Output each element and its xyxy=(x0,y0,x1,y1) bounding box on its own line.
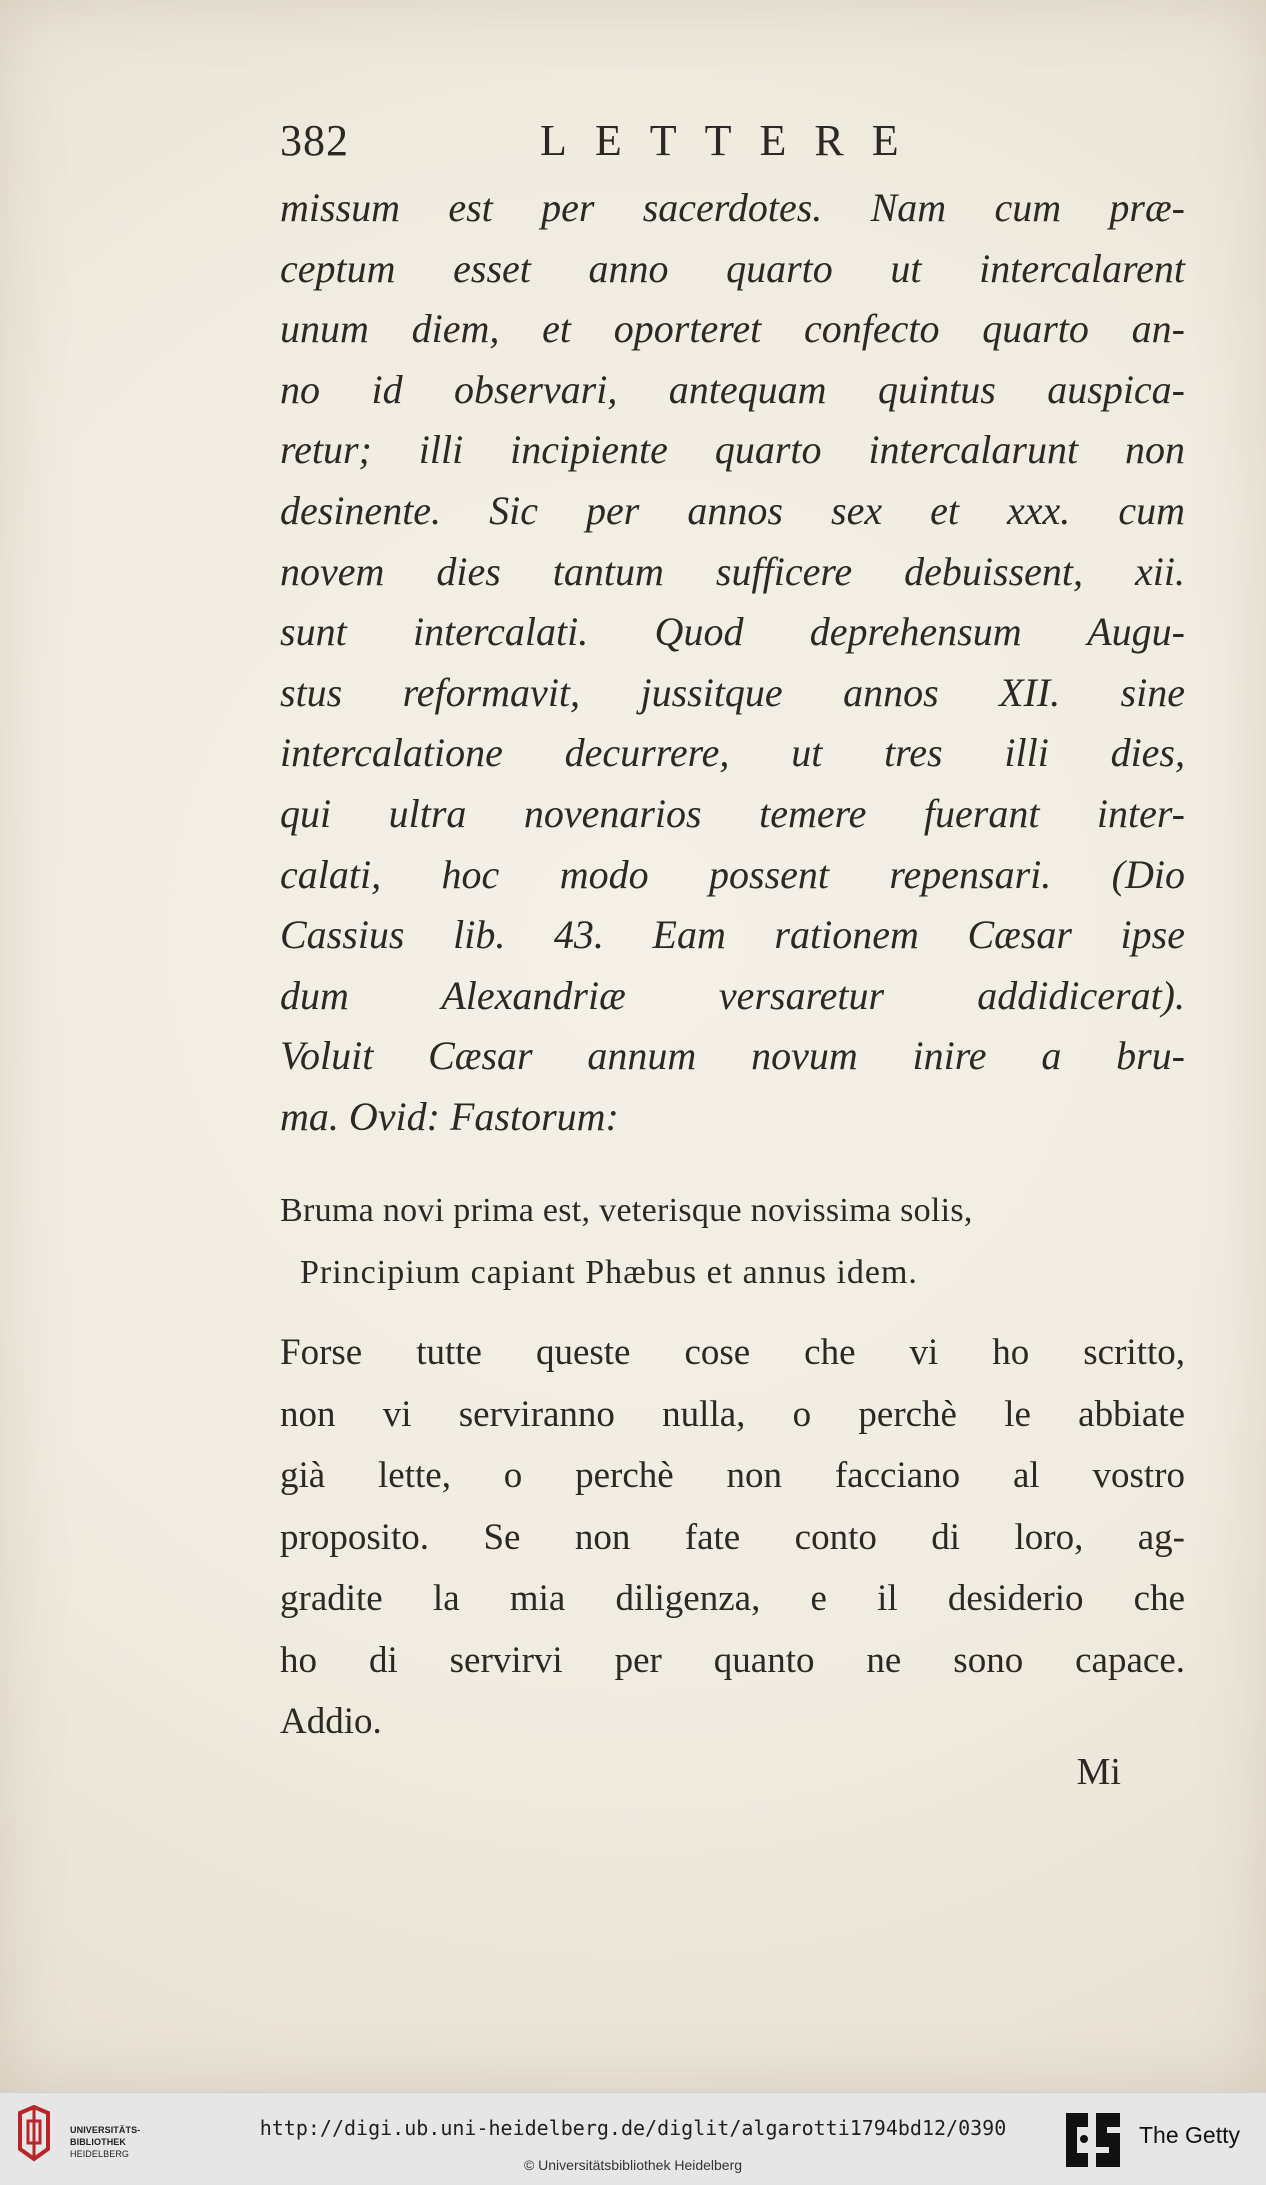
text-line: unum diem, et oporteret confecto quarto an- xyxy=(280,306,1185,352)
text-line: gradite la mia diligenza, e il desiderio che xyxy=(280,1578,1185,1619)
text-line: stus reformavit, jussitque annos XII. sine xyxy=(280,669,1185,715)
institution-line: HEIDELBERG xyxy=(70,2149,130,2159)
text-line: ho di servirvi per quanto ne sono capace. xyxy=(280,1639,1185,1681)
text-line: ma. Ovid: Fastorum: xyxy=(280,1093,619,1139)
institution-line: BIBLIOTHEK xyxy=(70,2137,126,2147)
text-line: Forse tutte queste cose che vi ho scritto, xyxy=(280,1332,1185,1373)
viewer-footer xyxy=(0,2092,1266,2185)
text-line: non vi serviranno nulla, o perchè le abbiate xyxy=(280,1393,1185,1435)
text-line: già lette, o perchè non facciano al vostro xyxy=(280,1455,1185,1496)
text-line: intercalatione decurrere, ut tres illi dies, xyxy=(280,730,1185,776)
institution-line: UNIVERSITÄTS- xyxy=(70,2125,141,2135)
verse-line: Bruma novi prima est, veterisque novissima solis, xyxy=(280,1192,973,1229)
text-line: sunt intercalati. Quod deprehensum Augu- xyxy=(280,609,1185,655)
verse-line: Principium capiant Phæbus et annus idem. xyxy=(300,1254,918,1291)
text-line: calati, hoc modo possent repensari. (Dio xyxy=(280,851,1185,897)
text-line: ceptum esset anno quarto ut intercalarent xyxy=(280,245,1185,291)
document-url[interactable]: http://digi.ub.uni-heidelberg.de/diglit/algarotti1794bd12/0390 xyxy=(259,2116,1007,2140)
page-number: 382 xyxy=(280,116,349,165)
text-line: qui ultra novenarios temere fuerant inter- xyxy=(280,790,1185,836)
text-line: Cassius lib. 43. Eam rationem Cæsar ipse xyxy=(280,912,1185,958)
text-line: Voluit Cæsar annum novum inire a bru- xyxy=(280,1033,1185,1079)
latin-paragraph xyxy=(280,178,1185,1148)
text-line: desinente. Sic per annos sex et xxx. cum xyxy=(280,487,1185,533)
page-header xyxy=(0,115,1266,175)
text-line: novem dies tantum sufficere debuissent, xii. xyxy=(280,548,1185,594)
running-title: LETTERE xyxy=(540,116,927,165)
text-line: no id observari, antequam quintus auspica- xyxy=(280,366,1185,412)
getty-logo-icon[interactable] xyxy=(1062,2105,1124,2175)
italian-paragraph xyxy=(280,1322,1185,1753)
catchword: Mi xyxy=(1076,1751,1121,1793)
text-line: Addio. xyxy=(280,1701,382,1742)
text-line: missum est per sacerdotes. Nam cum præ- xyxy=(280,185,1185,230)
text-line: proposito. Se non fate conto di loro, ag- xyxy=(280,1516,1185,1558)
verse-quotation xyxy=(280,1180,1185,1304)
text-line: dum Alexandriæ versaretur addidicerat). xyxy=(280,972,1185,1018)
text-line: retur; illi incipiente quarto intercalarunt non xyxy=(280,427,1185,473)
getty-name: The Getty xyxy=(1139,2122,1240,2148)
copyright-notice: © Universitätsbibliothek Heidelberg xyxy=(523,2157,743,2173)
